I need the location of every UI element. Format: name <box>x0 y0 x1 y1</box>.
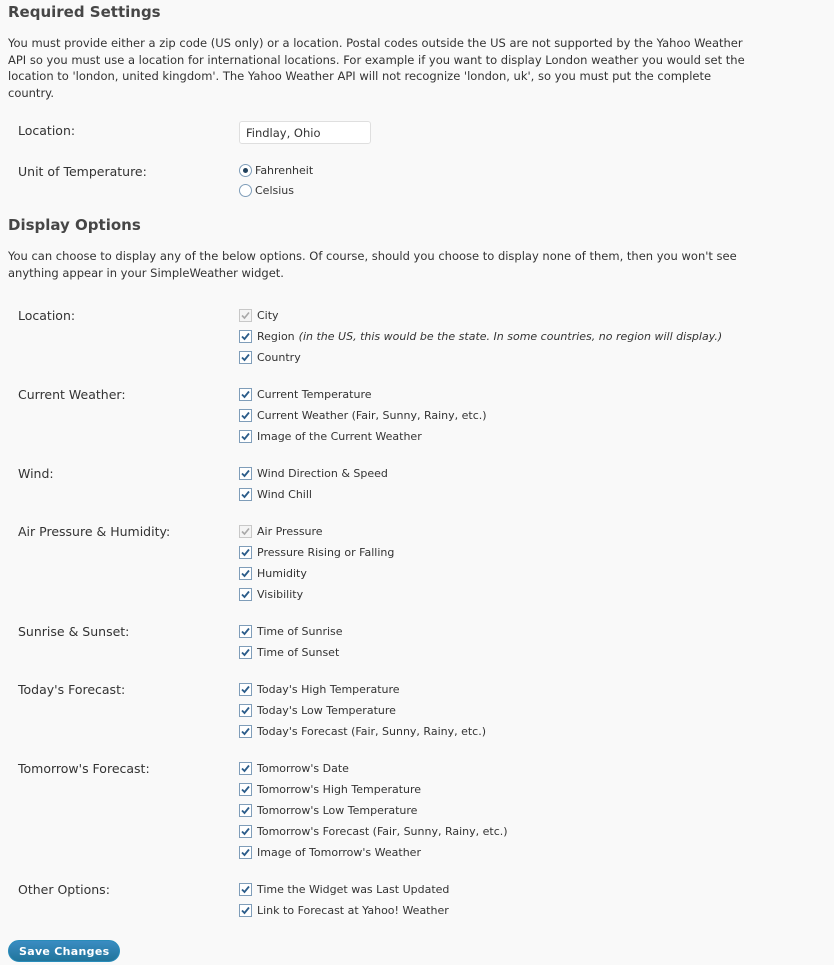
option-label: Image of the Current Weather <box>257 429 422 443</box>
unit-label: Unit of Temperature: <box>18 164 147 179</box>
option-checkbox[interactable] <box>239 644 339 660</box>
display-options-intro: You can choose to display any of the below options. Of course, should you choose to display none of them, then you won't see anything appear in your SimpleWeather widget. <box>8 249 737 280</box>
option-checkbox[interactable] <box>239 902 449 918</box>
option-label: Today's Low Temperature <box>257 703 396 717</box>
option-label: Today's Forecast (Fair, Sunny, Rainy, etc.) <box>257 724 487 738</box>
unit-fahrenheit-radio[interactable] <box>239 162 313 178</box>
option-checkbox[interactable] <box>239 823 508 839</box>
option-checkbox[interactable] <box>239 328 722 344</box>
group-label: Air Pressure & Humidity: <box>18 524 171 539</box>
required-settings-intro: You must provide either a zip code (US only) or a location. Postal codes outside the US are not supported by the Yahoo Weather API so you must use a location for international locations. For example if you want to display London weather you would set the location to 'london, united kingdom'. The Yahoo Weather API will not recognize 'london, uk', so you must put the complete country. <box>8 36 745 100</box>
checkbox-checked-icon[interactable] <box>239 588 252 601</box>
option-checkbox[interactable] <box>239 465 388 481</box>
checkbox-checked-icon[interactable] <box>239 430 252 443</box>
option-label: Pressure Rising or Falling <box>257 545 395 559</box>
checkbox-checked-icon[interactable] <box>239 704 252 717</box>
checkbox-checked-icon[interactable] <box>239 409 252 422</box>
group-label: Tomorrow's Forecast: <box>18 761 150 776</box>
option-checkbox[interactable] <box>239 844 421 860</box>
checkbox-checked-icon[interactable] <box>239 567 252 580</box>
radio-selected-icon[interactable] <box>239 164 252 177</box>
radio-unselected-icon[interactable] <box>239 184 252 197</box>
checkbox-checked-icon[interactable] <box>239 330 252 343</box>
option-checkbox[interactable] <box>239 349 301 365</box>
option-checkbox[interactable] <box>239 802 417 818</box>
option-label: Visibility <box>257 587 304 601</box>
option-checkbox[interactable] <box>239 781 421 797</box>
option-checkbox[interactable] <box>239 723 486 739</box>
option-checkbox[interactable] <box>239 702 396 718</box>
checkbox-checked-icon[interactable] <box>239 683 252 696</box>
group-label: Location: <box>18 308 76 323</box>
checkbox-checked-icon[interactable] <box>239 488 252 501</box>
option-checkbox[interactable] <box>239 881 449 897</box>
group-label: Other Options: <box>18 882 110 897</box>
option-checkbox[interactable] <box>239 681 400 697</box>
option-label: City <box>257 308 279 322</box>
checkbox-checked-icon <box>239 309 252 322</box>
option-checkbox[interactable] <box>239 565 307 581</box>
group-label: Sunrise & Sunset: <box>18 624 130 639</box>
option-checkbox[interactable] <box>239 486 312 502</box>
option-note: (in the US, this would be the state. In some countries, no region will display.) <box>298 329 723 343</box>
checkbox-checked-icon[interactable] <box>239 351 252 364</box>
option-checkbox[interactable] <box>239 586 303 602</box>
option-label: Wind Chill <box>257 487 312 501</box>
checkbox-checked-icon[interactable] <box>239 804 252 817</box>
checkbox-checked-icon[interactable] <box>239 388 252 401</box>
option-label: Humidity <box>257 566 307 580</box>
option-label: Tomorrow's Forecast (Fair, Sunny, Rainy, etc.) <box>257 824 508 838</box>
option-checkbox[interactable] <box>239 760 349 776</box>
option-label: Time of Sunset <box>257 645 340 659</box>
required-settings-heading: Required Settings <box>8 3 161 21</box>
checkbox-checked-icon[interactable] <box>239 546 252 559</box>
option-checkbox <box>239 307 279 323</box>
option-label: Current Weather (Fair, Sunny, Rainy, etc.) <box>257 408 487 422</box>
group-label: Today's Forecast: <box>18 682 126 697</box>
option-checkbox <box>239 523 323 539</box>
option-label: Time of Sunrise <box>257 624 343 638</box>
option-label: Tomorrow's Low Temperature <box>257 803 418 817</box>
checkbox-checked-icon <box>239 525 252 538</box>
option-checkbox[interactable] <box>239 623 343 639</box>
checkbox-checked-icon[interactable] <box>239 846 252 859</box>
option-label: Time the Widget was Last Updated <box>257 882 450 896</box>
option-checkbox[interactable] <box>239 386 372 402</box>
group-label: Current Weather: <box>18 387 126 402</box>
checkbox-checked-icon[interactable] <box>239 467 252 480</box>
option-label: Tomorrow's Date <box>257 761 349 775</box>
option-label: Today's High Temperature <box>257 682 400 696</box>
location-input[interactable] <box>239 121 371 144</box>
location-label: Location: <box>18 123 76 138</box>
checkbox-checked-icon[interactable] <box>239 646 252 659</box>
checkbox-checked-icon[interactable] <box>239 883 252 896</box>
option-label: Current Temperature <box>257 387 372 401</box>
checkbox-checked-icon[interactable] <box>239 625 252 638</box>
option-checkbox[interactable] <box>239 407 487 423</box>
option-label: Air Pressure <box>257 524 323 538</box>
checkbox-checked-icon[interactable] <box>239 783 252 796</box>
checkbox-checked-icon[interactable] <box>239 725 252 738</box>
checkbox-checked-icon[interactable] <box>239 762 252 775</box>
group-label: Wind: <box>18 466 54 481</box>
option-checkbox[interactable] <box>239 544 394 560</box>
option-label: Link to Forecast at Yahoo! Weather <box>257 903 449 917</box>
save-changes-button[interactable]: Save Changes <box>8 940 120 962</box>
display-options-heading: Display Options <box>8 216 141 234</box>
unit-option-label: Fahrenheit <box>255 163 314 177</box>
checkbox-checked-icon[interactable] <box>239 904 252 917</box>
option-label: Country <box>257 350 301 364</box>
option-label: Tomorrow's High Temperature <box>257 782 422 796</box>
option-label: Image of Tomorrow's Weather <box>257 845 421 859</box>
option-label: Wind Direction & Speed <box>257 466 388 480</box>
option-label: Region <box>257 329 295 343</box>
unit-option-label: Celsius <box>255 183 294 197</box>
option-checkbox[interactable] <box>239 428 422 444</box>
unit-celsius-radio[interactable] <box>239 182 294 198</box>
checkbox-checked-icon[interactable] <box>239 825 252 838</box>
